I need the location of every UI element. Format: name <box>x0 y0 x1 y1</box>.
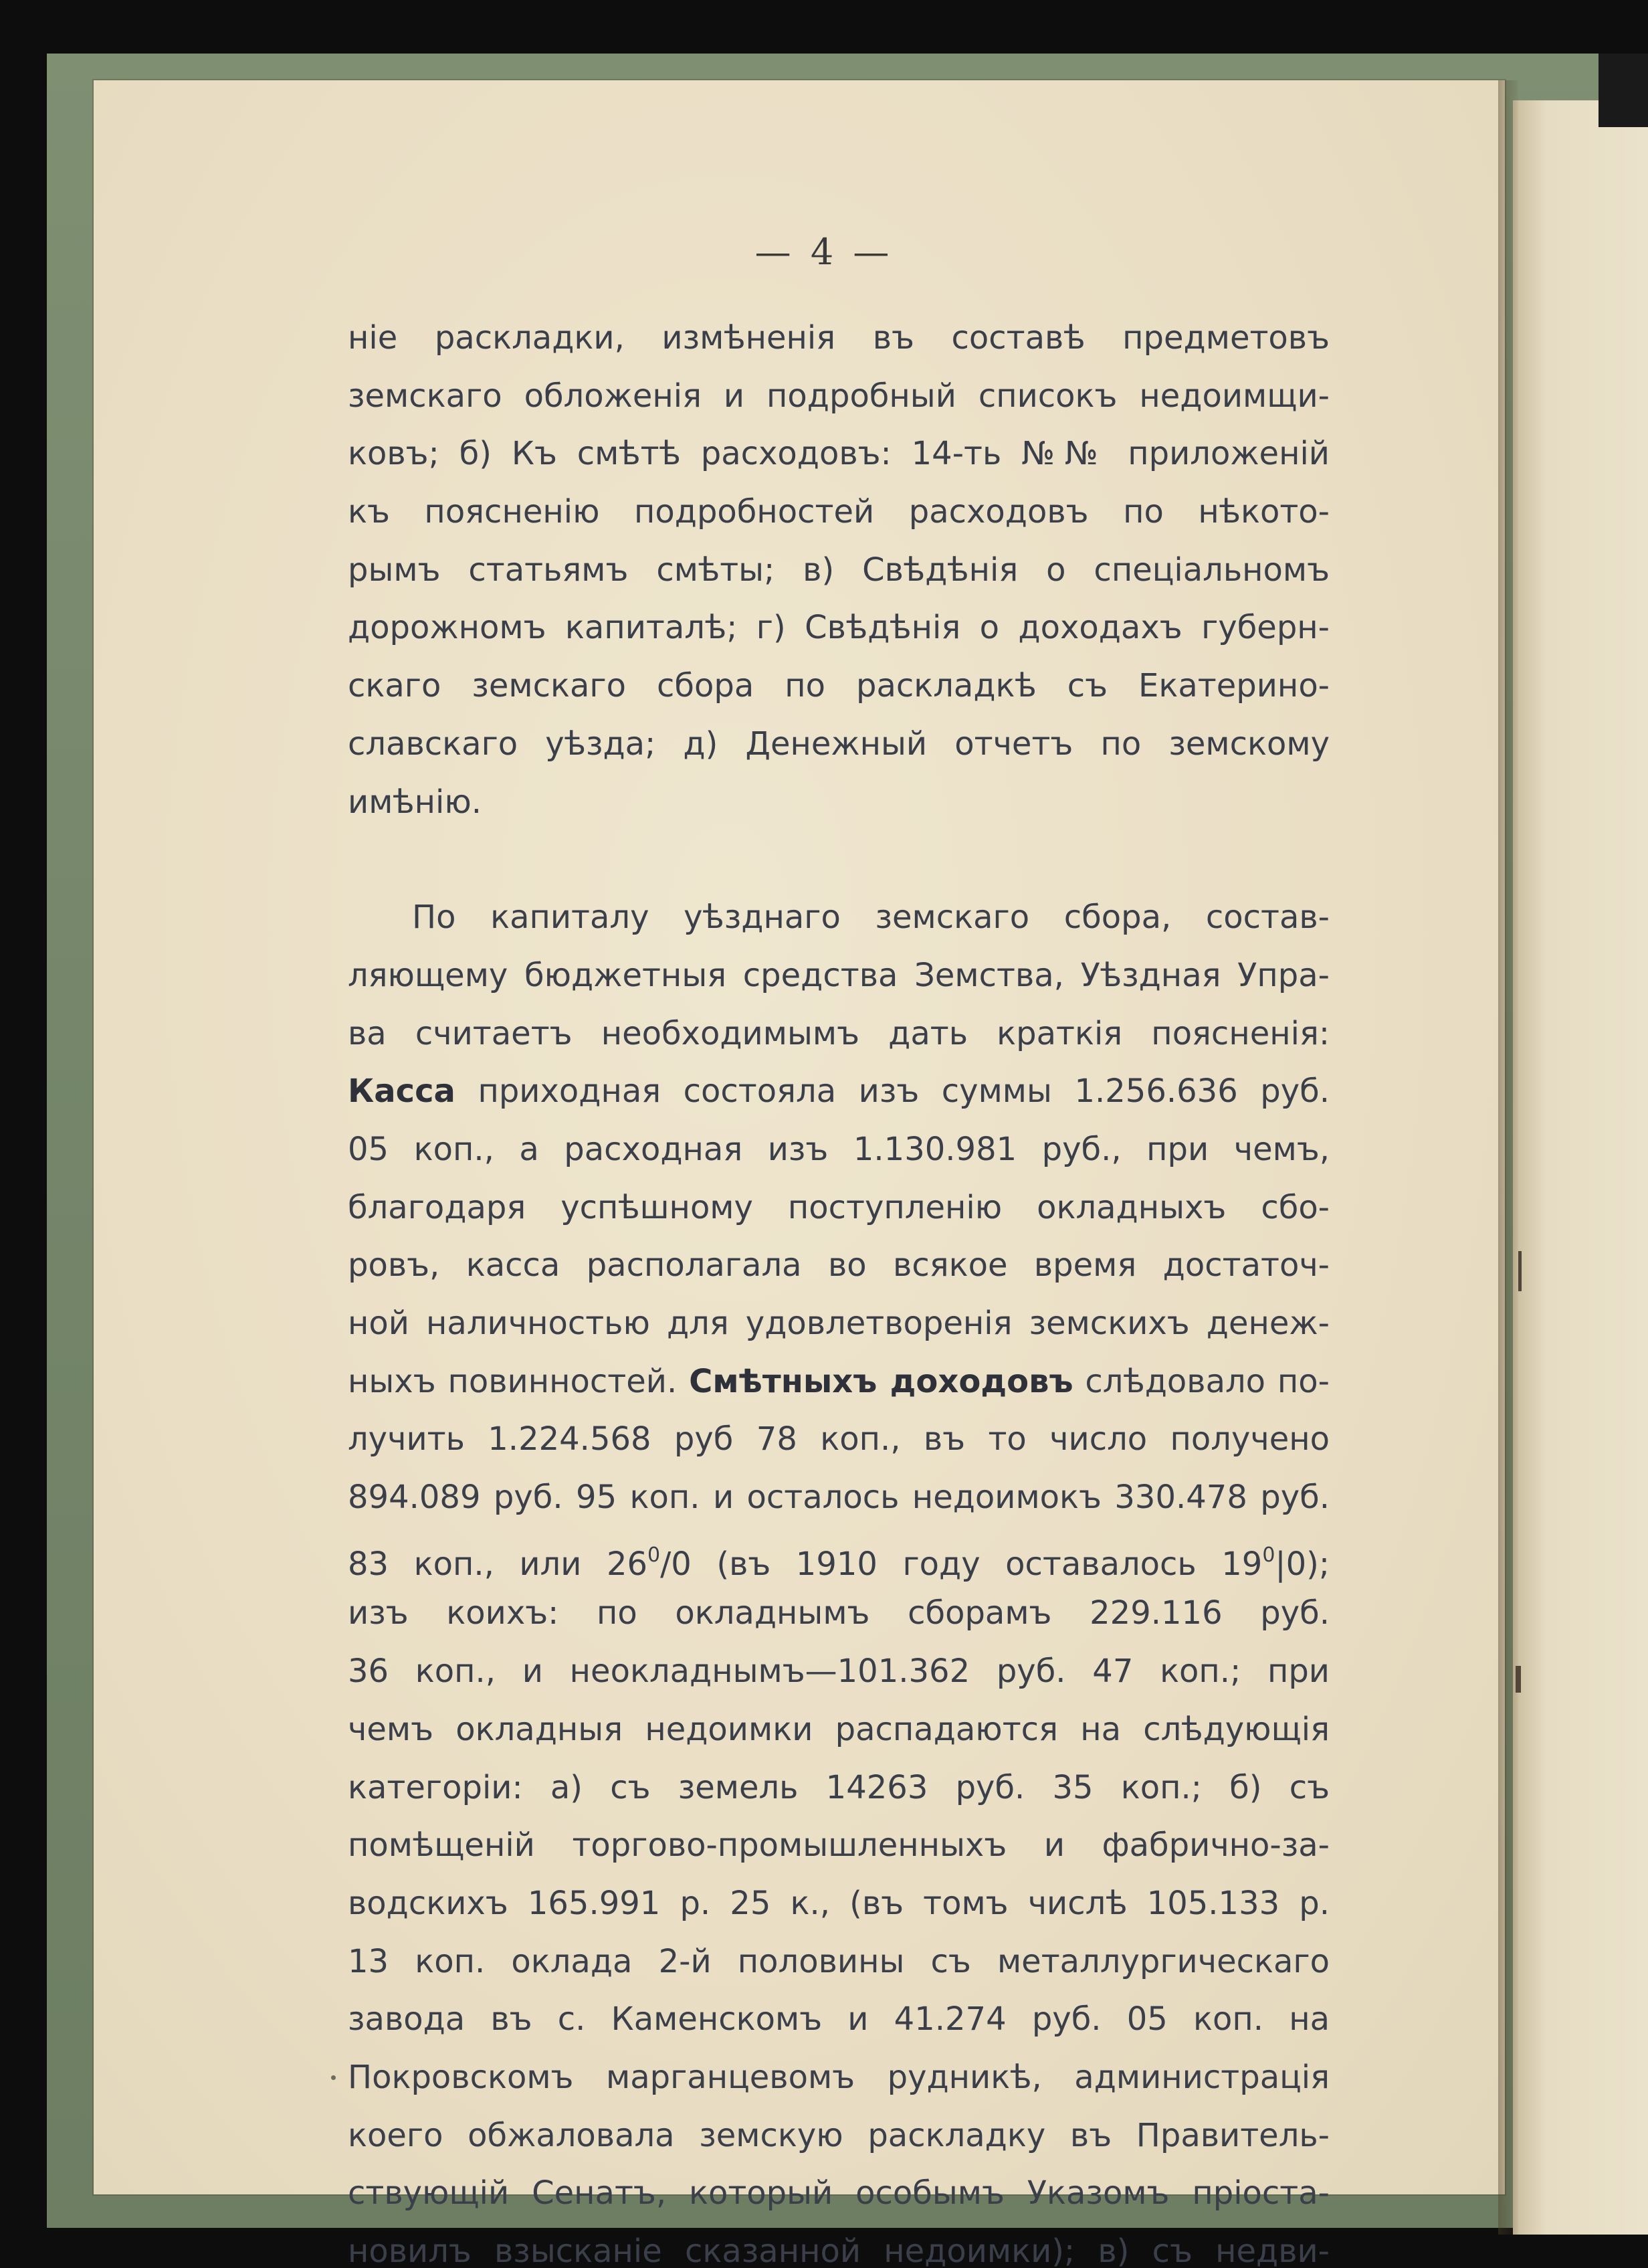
text-line <box>348 1062 1330 1121</box>
text-line: имѣнію. <box>348 783 482 821</box>
text-line: лучить 1.224.568 руб 78 коп., въ то число получено <box>348 1420 1330 1458</box>
text-line: чемъ окладныя недоимки распадаются на слѣдующія <box>348 1710 1330 1748</box>
text-line: ной наличностью для удовлетворенія земскихъ денеж- <box>348 1305 1330 1342</box>
text-line: ровъ, касса располагала во всякое время достаточ- <box>348 1246 1330 1285</box>
text-line: славскаго уѣзда; д) Денежный отчетъ по земскому <box>348 725 1330 763</box>
text-line: коего обжаловала земскую раскладку въ Правитель- <box>348 2116 1330 2154</box>
text-line: завода въ с. Каменскомъ и 41.274 руб. 05 коп. на <box>348 2000 1330 2039</box>
text-line: 05 коп., а расходная изъ 1.130.981 руб., при чемъ, <box>348 1130 1330 1168</box>
text-line: ляющему бюджетныя средства Земства, Уѣздная Упра- <box>348 956 1330 994</box>
text-line: скаго земскаго сбора по раскладкѣ съ Екатерино- <box>348 667 1330 705</box>
text-line: 894.089 руб. 95 коп. и осталось недоимокъ 330.478 руб. <box>348 1479 1330 1517</box>
text-line: новилъ взысканіе сказанной недоимки); в) съ недви- <box>348 2233 1330 2268</box>
text-fragment: |0); <box>1275 1545 1330 1583</box>
text-line: По капиталу уѣзднаго земскаго сбора, состав- <box>412 899 1330 937</box>
text-line: помѣщеній торгово-промышленныхъ и фабрично-за- <box>348 1826 1330 1865</box>
page-number: — 4 — <box>754 231 894 273</box>
text-line: 13 коп. оклада 2-й половины съ металлургическаго <box>348 1942 1330 1980</box>
paragraph-gap <box>348 831 1330 888</box>
text-line: Покровскомъ марганцевомъ рудникѣ, администрація <box>348 2058 1330 2096</box>
text-line <box>348 1353 1330 1411</box>
text-line: благодаря успѣшному поступленію окладныхъ сбо- <box>348 1188 1330 1226</box>
text-line: ковъ; б) Къ смѣтѣ расходовъ: 14-ть №№ приложеній <box>348 435 1330 473</box>
text-fragment: ныхъ повинностей. <box>348 1362 690 1400</box>
text-line: водскихъ 165.991 р. 25 к., (въ томъ числѣ 105.133 р. <box>348 1884 1330 1922</box>
gutter-shadow <box>1498 80 1518 2235</box>
ink-speck <box>331 2075 336 2080</box>
text-fragment: слѣдовало по- <box>1073 1362 1330 1400</box>
superscript: 0 <box>647 1543 661 1567</box>
bold-term-kassa: Касса <box>348 1072 455 1111</box>
text-fragment: 0 (въ 1910 году оставалось 19 <box>671 1545 1263 1583</box>
dark-corner <box>1599 54 1648 127</box>
text-line: ствующій Сенатъ, который особымъ Указомъ пріоста- <box>348 2174 1330 2212</box>
text-line: 36 коп., и неокладнымъ—101.362 руб. 47 коп.; при <box>348 1652 1330 1691</box>
text-fragment: / <box>660 1545 672 1583</box>
text-line: ва считаетъ необходимымъ дать краткія поясненія: <box>348 1014 1330 1052</box>
text-line: земскаго обложенія и подробный списокъ недоимщи- <box>348 377 1330 415</box>
text-line: ніе раскладки, измѣненія въ составѣ предметовъ <box>348 319 1330 357</box>
text-line <box>348 1527 1330 1585</box>
next-page-edge <box>1513 100 1648 2235</box>
text-line: дорожномъ капиталѣ; г) Свѣдѣнія о доходахъ губерн- <box>348 609 1330 647</box>
text-fragment: приходная состояла изъ суммы 1.256.636 руб. <box>455 1072 1330 1111</box>
text-line: изъ коихъ: по окладнымъ сборамъ 229.116 руб. <box>348 1594 1330 1632</box>
page-edge-mark <box>1516 1666 1521 1693</box>
text-fragment: 83 коп., или 26 <box>348 1545 648 1583</box>
bold-term-smetnykh-dokhodov: Смѣтныхъ доходовъ <box>689 1362 1073 1400</box>
page-edge-mark <box>1518 1251 1522 1291</box>
text-line: категоріи: а) съ земель 14263 руб. 35 коп.; б) съ <box>348 1768 1330 1806</box>
superscript: 0 <box>1262 1543 1275 1567</box>
text-line: рымъ статьямъ смѣты; в) Свѣдѣнія о спеціальномъ <box>348 551 1330 589</box>
text-line: къ поясненію подробностей расходовъ по нѣкото- <box>348 493 1330 531</box>
page-body <box>348 309 1330 2268</box>
